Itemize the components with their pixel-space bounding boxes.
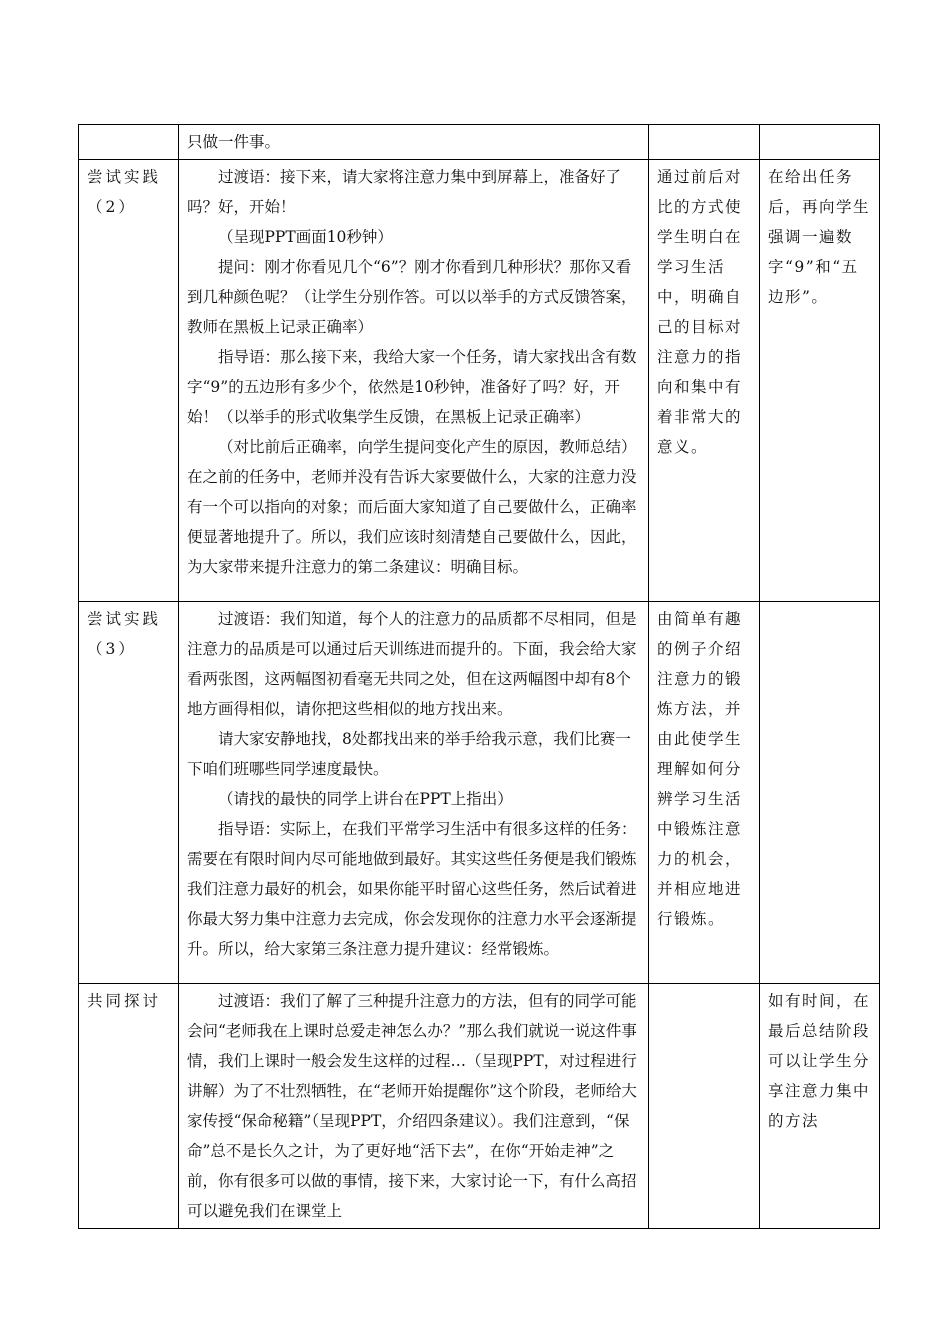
process-paragraph: 过渡语：我们知道，每个人的注意力的品质都不尽相同，但是注意力的品质是可以通过后天训练进而提升的。下面，我会给大家看两张图，这两幅图初看毫无共同之处，但在这两幅图中却有8个地方画得相似，请你把这些相似的地方找出来。: [187, 610, 637, 718]
process-paragraph: 过渡语：接下来，请大家将注意力集中到屏幕上，准备好了吗？好，开始！: [187, 168, 622, 216]
process-paragraph: （请找的最快的同学上讲台在PPT上指出）: [218, 790, 513, 808]
stage-cell: [79, 125, 179, 160]
stage-cell: 尝试实践（3）: [79, 602, 179, 984]
note-cell: 在给出任务后，再向学生强调一遍数字“9”和“五边形”。: [760, 160, 880, 602]
table-row: [79, 984, 880, 1229]
table-row: [79, 602, 880, 984]
lesson-plan-table: [78, 124, 880, 1229]
stage-cell: 共同探讨: [79, 984, 179, 1229]
note-cell: 如有时间，在最后总结阶段可以让学生分享注意力集中的方法: [760, 984, 880, 1229]
note-cell: [760, 125, 880, 160]
process-paragraph: （对比前后正确率，向学生提问变化产生的原因，教师总结）在之前的任务中，老师并没有告诉大家要做什么，大家的注意力没有一个可以指向的对象；而后面大家知道了自己要做什么，正确率便显著地提升了。所以，我们应该时刻清楚自己要做什么，因此，为大家带来提升注意力的第二条建议：明确目标。: [187, 438, 637, 576]
process-paragraph: 只做一件事。: [187, 133, 281, 151]
process-paragraph: 过渡语：我们了解了三种提升注意力的方法，但有的同学可能会问“老师我在上课时总爱走神怎么办？”那么我们就说一说这件事情，我们上课时一般会发生这样的过程…（呈现PPT，对过程进行讲解）为了不壮烈牺牲，在“老师开始提醒你”这个阶段，老师给大家传授“保命秘籍”（呈现PPT，介绍四条建议）。我们注意到，“保命”总不是长久之计，为了更好地“活下去”，在你“开始走神”之前，你有很多可以做的事情，接下来，大家讨论一下，有什么高招可以避免我们在课堂上: [187, 992, 637, 1220]
table-row: [79, 125, 880, 160]
note-cell: [760, 602, 880, 984]
purpose-cell: 通过前后对比的方式使学生明白在学习生活中，明确自己的目标对注意力的指向和集中有着非常大的意义。: [649, 160, 760, 602]
purpose-cell: [649, 125, 760, 160]
process-paragraph: 请大家安静地找，8处都找出来的举手给我示意，我们比赛一下咱们班哪些同学速度最快。: [187, 730, 631, 778]
process-cell: [179, 602, 649, 984]
process-cell: [179, 125, 649, 160]
process-paragraph: 指导语：实际上，在我们平常学习生活中有很多这样的任务：需要在有限时间内尽可能地做到最好。其实这些任务便是我们锻炼我们注意力最好的机会，如果你能平时留心这些任务，然后试着进你最大努力集中注意力去完成，你会发现你的注意力水平会逐渐提升。所以，给大家第三条注意力提升建议：经常锻炼。: [187, 820, 637, 958]
purpose-cell: 由简单有趣的例子介绍注意力的锻炼方法，并由此使学生理解如何分辨学习生活中锻炼注意力的机会，并相应地进行锻炼。: [649, 602, 760, 984]
process-cell: [179, 984, 649, 1229]
table-row: [79, 160, 880, 602]
stage-cell: 尝试实践（2）: [79, 160, 179, 602]
purpose-cell: [649, 984, 760, 1229]
process-cell: [179, 160, 649, 602]
process-paragraph: （呈现PPT画面10秒钟）: [218, 228, 393, 246]
process-paragraph: 指导语：那么接下来，我给大家一个任务，请大家找出含有数字“9”的五边形有多少个，依然是10秒钟，准备好了吗？好，开始！（以举手的形式收集学生反馈，在黑板上记录正确率）: [187, 348, 637, 426]
process-paragraph: 提问：刚才你看见几个“6”？刚才你看到几种形状？那你又看到几种颜色呢？（让学生分别作答。可以以举手的方式反馈答案，教师在黑板上记录正确率）: [187, 258, 637, 336]
